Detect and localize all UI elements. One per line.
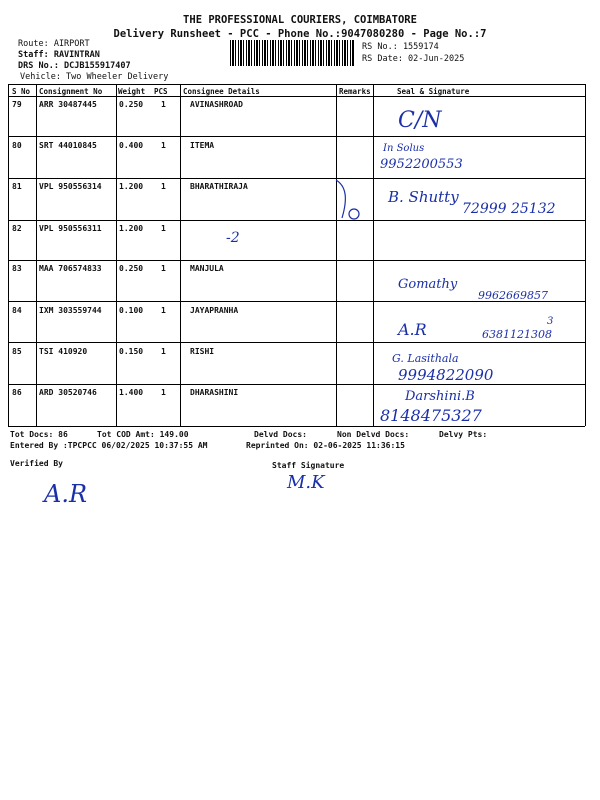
handwritten-signature: Gomathy bbox=[398, 277, 458, 292]
table-top-border bbox=[8, 84, 585, 85]
row-weight: 0.250 bbox=[119, 264, 144, 273]
handwritten-phone: 72999 25132 bbox=[462, 201, 556, 217]
non-delivered-docs: Non Delvd Docs: bbox=[337, 430, 410, 439]
column-header-weight: Weight bbox=[118, 87, 146, 96]
row-consignee: DHARASHINI bbox=[190, 388, 239, 397]
handwritten-mark: -2 bbox=[226, 230, 240, 246]
row-weight: 0.100 bbox=[119, 306, 144, 315]
row-sno: 86 bbox=[12, 388, 22, 397]
handwritten-signature: B. Shutty bbox=[388, 188, 459, 206]
column-header-remarks: Remarks bbox=[339, 87, 371, 96]
row-weight: 0.250 bbox=[119, 100, 144, 109]
staff-signature-label: Staff Signature bbox=[272, 461, 345, 470]
column-header-pcs: PCS bbox=[154, 87, 168, 96]
row-consignment: ARD 30520746 bbox=[39, 388, 97, 397]
entered-by: Entered By :TPCPCC 06/02/2025 10:37:55 AM bbox=[10, 441, 208, 450]
staff-label: Staff: RAVINTRAN bbox=[18, 50, 100, 60]
row-pcs: 1 bbox=[161, 388, 166, 397]
drs-number: DRS No.: DCJB155917407 bbox=[18, 61, 131, 71]
handwritten-signature: In Solus bbox=[383, 143, 425, 154]
handwritten-signature: G. Lasithala bbox=[392, 352, 459, 365]
row-consignment: TSI 410920 bbox=[39, 347, 88, 356]
row-pcs: 1 bbox=[161, 347, 166, 356]
vehicle-label: Vehicle: Two Wheeler Delivery bbox=[20, 72, 169, 82]
runsheet-subtitle: Delivery Runsheet - PCC - Phone No.:9047080280 - Page No.:7 bbox=[113, 28, 487, 40]
total-docs: Tot Docs: 86 bbox=[10, 430, 68, 439]
row-consignment: VPL 950556314 bbox=[39, 182, 102, 191]
delivered-docs: Delvd Docs: bbox=[254, 430, 307, 439]
remarks-scribble-mark bbox=[328, 178, 374, 224]
total-cod-amount: Tot COD Amt: 149.00 bbox=[97, 430, 189, 439]
row-pcs: 1 bbox=[161, 306, 166, 315]
row-weight: 1.400 bbox=[119, 388, 144, 397]
row-weight: 0.150 bbox=[119, 347, 144, 356]
handwritten-phone: 9994822090 bbox=[398, 366, 494, 384]
rs-number: RS No.: 1559174 bbox=[362, 42, 439, 52]
row-consignee: AVINASHROAD bbox=[190, 100, 243, 109]
row-sno: 83 bbox=[12, 264, 22, 273]
column-header-sno: S No bbox=[12, 87, 31, 96]
row-consignee: BHARATHIRAJA bbox=[190, 182, 248, 191]
row-consignment: SRT 44010845 bbox=[39, 141, 97, 150]
staff-signature: M.K bbox=[287, 472, 325, 493]
row-divider bbox=[8, 384, 585, 385]
row-consignment: VPL 950556311 bbox=[39, 224, 102, 233]
row-pcs: 1 bbox=[161, 224, 166, 233]
row-pcs: 1 bbox=[161, 264, 166, 273]
row-sno: 80 bbox=[12, 141, 22, 150]
row-sno: 81 bbox=[12, 182, 22, 191]
row-weight: 0.400 bbox=[119, 141, 144, 150]
column-divider bbox=[336, 84, 337, 426]
column-divider bbox=[585, 84, 586, 426]
handwritten-phone: 6381121308 bbox=[482, 328, 552, 341]
row-sno: 79 bbox=[12, 100, 22, 109]
handwritten-signature: A.R bbox=[398, 320, 427, 339]
row-divider bbox=[8, 220, 585, 221]
row-divider bbox=[8, 136, 585, 137]
row-sno: 82 bbox=[12, 224, 22, 233]
column-header-consignee: Consignee Details bbox=[183, 87, 260, 96]
reprinted-on: Reprinted On: 02-06-2025 11:36:15 bbox=[246, 441, 405, 450]
column-divider bbox=[36, 84, 37, 426]
company-title: THE PROFESSIONAL COURIERS, COIMBATORE bbox=[183, 14, 417, 26]
row-consignee: RISHI bbox=[190, 347, 215, 356]
delivery-points: Delvy Pts: bbox=[439, 430, 488, 439]
table-header-border bbox=[8, 96, 585, 97]
row-consignment: ARR 30487445 bbox=[39, 100, 97, 109]
column-divider bbox=[180, 84, 181, 426]
row-divider bbox=[8, 342, 585, 343]
column-divider bbox=[373, 84, 374, 426]
row-pcs: 1 bbox=[161, 100, 166, 109]
handwritten-phone: 9952200553 bbox=[380, 157, 463, 172]
row-consignee: MANJULA bbox=[190, 264, 224, 273]
column-header-seal-signature: Seal & Signature bbox=[397, 87, 470, 96]
rs-date: RS Date: 02-Jun-2025 bbox=[362, 54, 465, 64]
row-consignee: JAYAPRANHA bbox=[190, 306, 239, 315]
row-consignment: IXM 303559744 bbox=[39, 306, 102, 315]
table-bottom-border bbox=[8, 426, 585, 427]
row-weight: 1.200 bbox=[119, 182, 144, 191]
handwritten-signature: Darshini.B bbox=[405, 389, 475, 404]
row-weight: 1.200 bbox=[119, 224, 144, 233]
column-divider bbox=[116, 84, 117, 426]
verified-signature: A.R bbox=[44, 480, 88, 508]
route-label: Route: AIRPORT bbox=[18, 39, 90, 49]
row-pcs: 1 bbox=[161, 182, 166, 191]
row-sno: 84 bbox=[12, 306, 22, 315]
barcode bbox=[230, 40, 355, 66]
handwritten-phone: 9962669857 bbox=[478, 289, 548, 302]
handwritten-phone: 8148475327 bbox=[380, 406, 482, 425]
column-divider bbox=[8, 84, 9, 426]
handwritten-signature: C/N bbox=[398, 108, 442, 133]
row-sno: 85 bbox=[12, 347, 22, 356]
handwritten-mark: 3 bbox=[547, 316, 554, 327]
column-header-consignment: Consignment No bbox=[39, 87, 103, 96]
row-divider bbox=[8, 260, 585, 261]
row-consignee: ITEMA bbox=[190, 141, 215, 150]
row-pcs: 1 bbox=[161, 141, 166, 150]
row-divider bbox=[8, 178, 585, 179]
verified-by-label: Verified By bbox=[10, 459, 63, 468]
row-consignment: MAA 706574833 bbox=[39, 264, 102, 273]
